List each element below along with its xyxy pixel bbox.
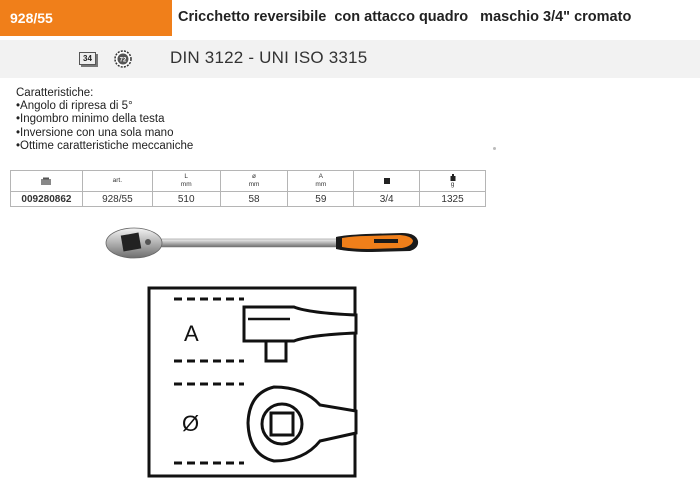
ratchet-top-square — [271, 413, 293, 435]
weight-icon — [450, 174, 456, 181]
dimension-diagram — [144, 283, 364, 478]
ratchet-lever — [145, 239, 151, 245]
header-a — [288, 171, 354, 192]
gear-teeth-text: 72 — [119, 57, 127, 64]
header-weight — [420, 171, 486, 192]
header-diameter-label: ø — [252, 173, 257, 180]
spec-table — [10, 170, 486, 207]
header-art-label: art. — [112, 177, 123, 184]
ratchet-tool-image — [104, 226, 422, 266]
square-drive-3-4-icon — [79, 52, 96, 65]
header-length-label: L — [184, 173, 189, 180]
header-box — [11, 171, 83, 192]
header-length-unit: mm — [180, 181, 192, 188]
cell-length: 510 — [152, 192, 220, 207]
feature-item: • Ottime caratteristiche meccaniche — [16, 140, 193, 153]
header-diameter-unit: mm — [248, 181, 260, 188]
header-a-label: A — [318, 173, 324, 180]
cell-art: 928/55 — [82, 192, 152, 207]
header-art — [82, 171, 152, 192]
features-heading: Caratteristiche: — [16, 87, 94, 99]
gear-72-icon — [114, 50, 132, 68]
header-square — [354, 171, 420, 192]
spec-header-row — [11, 171, 486, 192]
cell-weight: 1325 — [420, 192, 486, 207]
ratchet-square-drive — [121, 233, 142, 252]
decorative-dot — [493, 147, 496, 150]
box-icon — [40, 177, 52, 186]
ratchet-shaft — [159, 239, 339, 247]
standards-line: DIN 3122 - UNI ISO 3315 — [170, 48, 368, 67]
drive-badge-text: 34 — [83, 54, 92, 63]
label-a: A — [184, 321, 199, 346]
product-code-tab — [0, 0, 172, 36]
product-title: Cricchetto reversibile con attacco quadro maschio 3/4" cromato — [178, 9, 632, 25]
header-weight-unit: g — [450, 180, 455, 188]
header-length — [152, 171, 220, 192]
feature-item: • Inversione con una sola mano — [16, 127, 193, 140]
feature-item: • Angolo di ripresa di 5° — [16, 100, 193, 113]
features-list — [16, 100, 193, 153]
header-diameter — [220, 171, 288, 192]
cell-diameter: 58 — [220, 192, 288, 207]
square-icon — [384, 178, 390, 184]
square-drive-side — [266, 341, 286, 361]
cell-square: 3/4 — [354, 192, 420, 207]
product-code: 928/55 — [10, 10, 53, 26]
cell-a: 59 — [288, 192, 354, 207]
feature-item: • Ingombro minimo della testa — [16, 113, 193, 126]
ratchet-handle-logo — [374, 239, 398, 243]
label-diameter: Ø — [182, 411, 200, 436]
cell-code: 009280862 — [11, 192, 83, 207]
header-a-unit: mm — [315, 181, 327, 188]
table-row — [11, 192, 486, 207]
features-block — [16, 87, 193, 153]
